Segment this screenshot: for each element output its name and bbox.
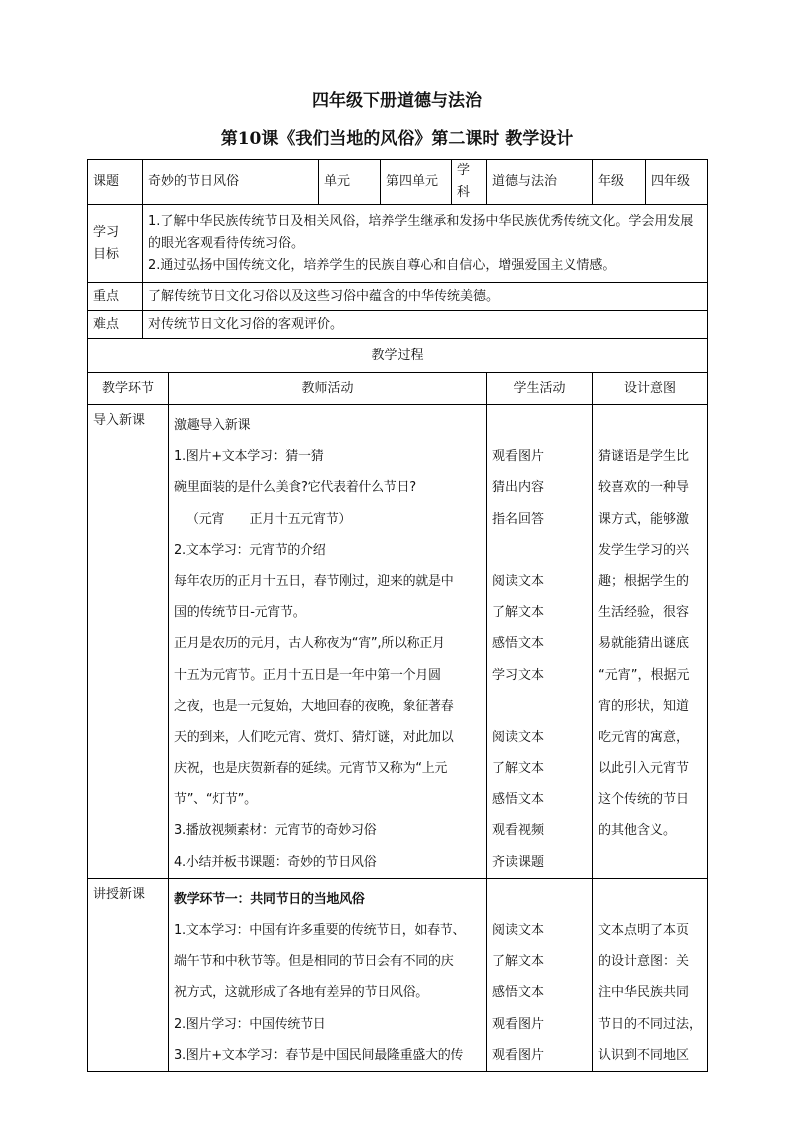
topic-label: 课题 [88,160,143,205]
grade-label: 年级 [593,160,646,205]
new-lesson-intent-line-0 [598,884,702,915]
key-point-text: 了解传统节日文化习俗以及这些习俗中蕴含的中华传统美德。 [143,283,708,311]
intro-intent-line-2: 较喜欢的一种导 [598,480,690,496]
new-lesson-student-line-4: 观看图片 [492,1016,545,1032]
intro-teacher-line-9: 之夜，也是一元复始，大地回春的夜晚，象征著春 [174,698,454,714]
intro-student-line-13: 观看视频 [492,823,545,839]
intro-student-line-14: 齐读课题 [492,854,545,870]
new-lesson-student-line-0 [492,884,587,915]
topic-value: 奇妙的节日风俗 [143,160,319,205]
goals-label-line2: 目标 [93,246,120,262]
document-title: 四年级下册道德与法治 [312,91,482,111]
intro-student-line-8: 学习文本 [492,667,545,683]
process-header-row [88,373,708,405]
intro-teacher-line-0: 激趣导入新课 [174,418,251,433]
difficulty-row [88,311,708,339]
new-lesson-student-line-1: 阅读文本 [492,923,545,938]
unit-label: 单元 [319,160,381,205]
intro-teacher-line-11: 庆祝，也是庆贺新春的延续。元宵节又称为“上元 [174,761,448,777]
header-intent: 设计意图 [593,373,708,405]
subject-label: 学科 [452,160,487,205]
intro-teacher-line-4: 2.文本学习：元宵节的介绍 [174,542,326,558]
intro-intent-line-9: 宵的形状，知道 [598,698,690,714]
new-lesson-teacher-line-5: 3.图片+文本学习：春节是中国民间最隆重盛大的传 [174,1047,464,1063]
process-title-row [88,339,708,373]
section-intro-row [88,405,708,879]
intro-intent-line-10: 吃元宵的寓意， [598,729,690,745]
intro-teacher-line-3: （元宵 正月十五元宵节） [186,511,352,527]
intro-intent-line-8: “元宵”，根据元 [598,667,690,683]
new-lesson-intent-line-3: 注中华民族共同 [598,985,690,1001]
intro-intent-line-7: 易就能猜出谜底 [598,636,690,652]
intro-intent-line-13: 的其他含义。 [598,823,677,839]
goals-label-line1: 学习 [93,224,120,240]
intro-student-line-12: 感悟文本 [492,792,545,808]
intro-student-line-7: 感悟文本 [492,636,545,652]
new-lesson-intent-line-2: 的设计意图：关 [598,954,690,970]
intro-student-line-6: 了解文本 [492,605,545,621]
new-lesson-intent-line-5: 认识到不同地区 [598,1047,690,1063]
goal-2: 2.通过弘扬中国传统文化，培养学生的民族自尊心和自信心，增强爱国主义情感。 [148,257,616,273]
info-row [88,160,708,205]
intro-intent-line-0 [598,410,702,441]
intro-intent-line-6: 生活经验，很容 [598,605,690,621]
intro-teacher-line-7: 正月是农历的元月，古人称夜为“宵”,所以称正月 [174,636,445,652]
intro-student-line-3: 指名回答 [492,511,545,527]
difficulty-text: 对传统节日文化习俗的客观评价。 [143,311,708,339]
intro-teacher-line-1: 1.图片+文本学习：猜一猜 [174,449,324,465]
new-lesson-teacher-line-1: 1.文本学习：中国有许多重要的传统节日，如春节、 [174,923,466,938]
intro-teacher-line-6: 国的传统节日-元宵节。 [174,605,306,621]
key-point-label: 重点 [88,283,143,311]
key-point-row [88,283,708,311]
process-title: 教学过程 [88,339,708,373]
new-lesson-student-line-2: 了解文本 [492,954,545,970]
intro-student-line-10: 阅读文本 [492,729,545,745]
goals-label [88,205,143,283]
header-teacher: 教师活动 [169,373,487,405]
intro-intent-line-1: 猜谜语是学生比 [598,449,690,465]
new-lesson-teacher-line-2: 端午节和中秋节等。但是相同的节日会有不同的庆 [174,954,454,970]
intro-intent-line-12: 这个传统的节日 [598,792,690,808]
lesson-plan-table [87,159,708,1072]
intro-teacher-line-12: 节”、“灯节”。 [174,792,257,808]
intro-teacher-line-13: 3.播放视频素材：元宵节的奇妙习俗 [174,823,377,839]
unit-value: 第四单元 [381,160,452,205]
student-activity-new-lesson [487,878,593,1071]
design-intent-new-lesson [593,878,708,1071]
new-lesson-student-line-3: 感悟文本 [492,985,545,1001]
teacher-activity-intro [169,405,487,879]
goals-row [88,205,708,283]
design-intent-intro [593,405,708,879]
difficulty-label: 难点 [88,311,143,339]
intro-teacher-line-2: 碗里面装的是什么美食?它代表着什么节日? [174,480,416,496]
goal-1: 1.了解中华民族传统节日及相关风俗，培养学生继承和发扬中华民族优秀传统文化。学会用发展的眼光客观看待传统习俗。 [148,213,694,251]
goals-content [143,205,708,283]
lesson-title: 第10课《我们当地的风俗》第二课时 教学设计 [220,129,574,149]
intro-student-line-5: 阅读文本 [492,573,545,589]
intro-intent-line-11: 以此引入元宵节 [598,761,690,777]
intro-teacher-line-5: 每年农历的正月十五日，春节刚过，迎来的就是中 [174,573,454,589]
section-new-lesson-row [88,878,708,1071]
intro-student-line-1: 观看图片 [492,449,545,465]
grade-value: 四年级 [646,160,708,205]
subject-value: 道德与法治 [487,160,593,205]
intro-intent-line-3: 课方式，能够激 [598,511,690,527]
intro-teacher-line-8: 十五为元宵节。正月十五日是一年中第一个月圆 [174,667,441,683]
new-lesson-teacher-line-3: 祝方式，这就形成了各地有差异的节日风俗。 [174,985,429,1001]
header-stage: 教学环节 [88,373,169,405]
intro-student-line-4 [492,535,587,566]
stage-new-lesson: 讲授新课 [88,878,169,1071]
intro-teacher-line-14: 4.小结并板书课题：奇妙的节日风俗 [174,854,377,870]
header-student: 学生活动 [487,373,593,405]
teacher-activity-new-lesson [169,878,487,1071]
new-lesson-student-line-5: 观看图片 [492,1047,545,1063]
intro-student-line-9 [492,691,587,722]
intro-teacher-line-10: 天的到来，人们吃元宵、赏灯、猜灯谜，对此加以 [174,729,454,745]
student-activity-intro [487,405,593,879]
stage-intro: 导入新课 [88,405,169,879]
new-lesson-intent-line-1: 文本点明了本页 [598,923,690,938]
new-lesson-teacher-line-4: 2.图片学习：中国传统节日 [174,1016,326,1032]
intro-student-line-11: 了解文本 [492,761,545,777]
intro-student-line-2: 猜出内容 [492,480,545,496]
new-lesson-intent-line-4: 节日的不同过法， [598,1016,703,1032]
intro-intent-line-4: 发学生学习的兴 [598,542,690,558]
intro-intent-line-5: 趣；根据学生的 [598,573,690,589]
intro-student-line-0 [492,410,587,441]
new-lesson-teacher-line-0: 教学环节一：共同节日的当地风俗 [174,891,365,907]
